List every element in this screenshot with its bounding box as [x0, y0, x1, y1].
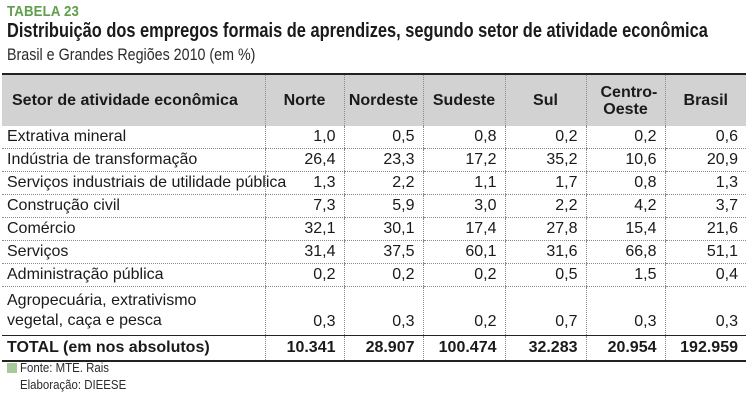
table-row: [2, 264, 746, 287]
cell-sul: 0,7: [505, 287, 586, 336]
source-note: Fonte: MTE. Rais: [20, 360, 110, 375]
table-row: [2, 195, 746, 218]
cell-sector: Comércio: [2, 218, 265, 241]
cell-sudeste: 1,1: [423, 172, 505, 195]
cell-brasil: 21,6: [665, 218, 746, 241]
cell-brasil: 0,6: [665, 126, 746, 149]
cell-norte: 31,4: [265, 241, 344, 264]
cell-brasil: 0,4: [665, 264, 746, 287]
cell-sector: Administração pública: [2, 264, 265, 287]
cell-total-sudeste: 100.474: [423, 336, 505, 362]
cell-nordeste: 0,2: [344, 264, 423, 287]
cell-brasil: 20,9: [665, 149, 746, 172]
cell-nordeste: 30,1: [344, 218, 423, 241]
cell-sul: 0,2: [505, 126, 586, 149]
table-subtitle: Brasil e Grandes Regiões 2010 (em %): [7, 45, 256, 64]
header-sector: Setor de atividade econômica: [2, 74, 265, 126]
cell-nordeste: 37,5: [344, 241, 423, 264]
cell-nordeste: 2,2: [344, 172, 423, 195]
cell-brasil: 1,3: [665, 172, 746, 195]
cell-norte: 0,2: [265, 264, 344, 287]
cell-centro-oeste: 66,8: [586, 241, 665, 264]
cell-sudeste: 17,4: [423, 218, 505, 241]
cell-sul: 1,7: [505, 172, 586, 195]
cell-centro-oeste: 0,2: [586, 126, 665, 149]
cell-sudeste: 0,2: [423, 287, 505, 336]
table-row: [2, 287, 746, 336]
cell-sudeste: 17,2: [423, 149, 505, 172]
cell-sul: 0,5: [505, 264, 586, 287]
cell-norte: 0,3: [265, 287, 344, 336]
cell-total-label: TOTAL (em nos absolutos): [2, 336, 265, 362]
header-sudeste: Sudeste: [423, 74, 505, 126]
cell-norte: 7,3: [265, 195, 344, 218]
total-row: [2, 336, 746, 362]
cell-total-sul: 32.283: [505, 336, 586, 362]
table-label: TABELA 23: [7, 3, 79, 20]
table-title: Distribuição dos empregos formais de aprendizes, segundo setor de atividade econômica: [7, 20, 708, 42]
cell-centro-oeste: 4,2: [586, 195, 665, 218]
data-table: [2, 73, 746, 362]
table-row: [2, 218, 746, 241]
cell-norte: 32,1: [265, 218, 344, 241]
cell-total-centro-oeste: 20.954: [586, 336, 665, 362]
header-norte: Norte: [265, 74, 344, 126]
cell-norte: 26,4: [265, 149, 344, 172]
cell-sector: Agropecuária, extrativismo vegetal, caça e pesca: [2, 287, 265, 336]
header-centro-oeste: Centro-Oeste: [586, 74, 665, 126]
cell-centro-oeste: 10,6: [586, 149, 665, 172]
cell-sector: Extrativa mineral: [2, 126, 265, 149]
source-marker-square: [7, 363, 17, 373]
cell-nordeste: 0,3: [344, 287, 423, 336]
header-sul: Sul: [505, 74, 586, 126]
cell-sector: Indústria de transformação: [2, 149, 265, 172]
elaboration-note: Elaboração: DIEESE: [20, 377, 127, 392]
table-row: [2, 149, 746, 172]
cell-centro-oeste: 1,5: [586, 264, 665, 287]
cell-sudeste: 0,8: [423, 126, 505, 149]
table-row: [2, 172, 746, 195]
cell-centro-oeste: 0,8: [586, 172, 665, 195]
cell-sul: 2,2: [505, 195, 586, 218]
cell-nordeste: 0,5: [344, 126, 423, 149]
cell-total-norte: 10.341: [265, 336, 344, 362]
header-brasil: Brasil: [665, 74, 746, 126]
header-nordeste: Nordeste: [344, 74, 423, 126]
cell-brasil: 51,1: [665, 241, 746, 264]
cell-norte: 1,0: [265, 126, 344, 149]
cell-nordeste: 5,9: [344, 195, 423, 218]
cell-centro-oeste: 0,3: [586, 287, 665, 336]
cell-total-nordeste: 28.907: [344, 336, 423, 362]
cell-sul: 35,2: [505, 149, 586, 172]
cell-sector: Serviços: [2, 241, 265, 264]
cell-sudeste: 60,1: [423, 241, 505, 264]
cell-norte: 1,3: [265, 172, 344, 195]
header-row: [2, 74, 746, 126]
cell-nordeste: 23,3: [344, 149, 423, 172]
cell-sector: Construção civil: [2, 195, 265, 218]
cell-sudeste: 0,2: [423, 264, 505, 287]
cell-centro-oeste: 15,4: [586, 218, 665, 241]
table-row: [2, 241, 746, 264]
cell-sul: 27,8: [505, 218, 586, 241]
cell-brasil: 0,3: [665, 287, 746, 336]
cell-sector: Serviços industriais de utilidade pública: [2, 172, 265, 195]
cell-brasil: 3,7: [665, 195, 746, 218]
table-row: [2, 126, 746, 149]
cell-sul: 31,6: [505, 241, 586, 264]
cell-total-brasil: 192.959: [665, 336, 746, 362]
cell-sudeste: 3,0: [423, 195, 505, 218]
